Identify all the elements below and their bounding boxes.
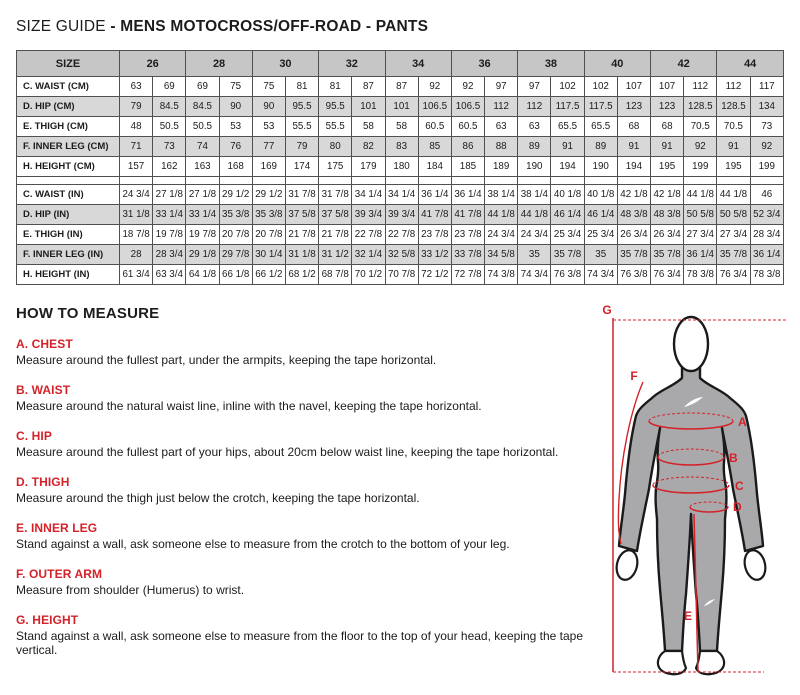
left-foot [658, 651, 686, 674]
row-label: C. WAIST (IN) [17, 185, 120, 205]
figure-label-d: D [733, 500, 742, 514]
measurement-cell: 199 [750, 157, 783, 177]
measurement-cell: 34 1/4 [352, 185, 385, 205]
row-label: E. THIGH (CM) [17, 117, 120, 137]
measurement-cell: 90 [219, 97, 252, 117]
measurement-cell: 20 7/8 [252, 225, 285, 245]
measurement-cell: 72 7/8 [451, 265, 484, 285]
measurement-cell: 81 [319, 77, 352, 97]
measurement-cell: 63 [518, 117, 551, 137]
measurement-cell: 195 [717, 157, 750, 177]
measure-item-description: Measure from shoulder (Humerus) to wrist. [16, 583, 245, 597]
table-row [17, 77, 784, 97]
measure-item-description: Stand against a wall, ask someone else to measure from the floor to the top of your head, keeping the tape vertical. [16, 629, 584, 657]
right-hand [742, 548, 769, 582]
measurement-cell: 75 [252, 77, 285, 97]
body-measurement-figure [594, 304, 796, 692]
measurement-cell: 44 1/8 [518, 205, 551, 225]
measurement-cell: 18 7/8 [120, 225, 153, 245]
measurement-cell: 88 [485, 137, 518, 157]
measurement-cell: 128.5 [684, 97, 717, 117]
measurement-cell: 19 7/8 [186, 225, 219, 245]
measurement-cell: 184 [418, 157, 451, 177]
left-hand [614, 548, 641, 582]
measurement-cell: 26 3/4 [617, 225, 650, 245]
row-label: C. WAIST (CM) [17, 77, 120, 97]
measurement-cell: 37 5/8 [285, 205, 318, 225]
size-guide-page [0, 18, 800, 695]
measurement-cell: 91 [617, 137, 650, 157]
measurement-cell: 34 5/8 [485, 245, 518, 265]
measurement-cell: 199 [684, 157, 717, 177]
measurement-cell: 32 1/4 [352, 245, 385, 265]
measurement-cell: 106.5 [418, 97, 451, 117]
size-header: 30 [252, 51, 318, 77]
measure-item-title: A. CHEST [16, 337, 73, 351]
measurement-cell: 50.5 [186, 117, 219, 137]
measurement-cell: 92 [418, 77, 451, 97]
measurement-cell: 79 [285, 137, 318, 157]
measure-item-description: Measure around the fullest part of your hips, about 20cm below waist line, keeping the tape horizontal. [16, 445, 559, 459]
measurement-cell: 31 1/8 [120, 205, 153, 225]
row-label: D. HIP (CM) [17, 97, 120, 117]
size-table [16, 50, 784, 285]
measurement-cell: 85 [418, 137, 451, 157]
figure-label-f: F [630, 369, 638, 383]
measurement-cell: 70 1/2 [352, 265, 385, 285]
measure-item-height [16, 613, 586, 657]
figure-label-c: C [735, 479, 744, 493]
measurement-cell: 70.5 [684, 117, 717, 137]
measurement-cell: 92 [684, 137, 717, 157]
measurement-cell: 163 [186, 157, 219, 177]
measurement-cell: 35 7/8 [717, 245, 750, 265]
measurement-cell: 89 [584, 137, 617, 157]
measurement-cell: 44 1/8 [717, 185, 750, 205]
measurement-cell: 68 7/8 [319, 265, 352, 285]
measurement-cell: 22 7/8 [385, 225, 418, 245]
how-to-measure-heading: HOW TO MEASURE [16, 305, 160, 322]
figure-label-g: G [602, 304, 612, 317]
measure-item-description: Measure around the natural waist line, inline with the navel, keeping the tape horizontal. [16, 399, 482, 413]
measurement-cell: 33 1/4 [153, 205, 186, 225]
measurement-cell: 157 [120, 157, 153, 177]
measurement-cell: 70 7/8 [385, 265, 418, 285]
measure-item-chest [16, 337, 586, 367]
measurement-cell: 24 3/4 [518, 225, 551, 245]
measurement-cell: 31 1/8 [285, 245, 318, 265]
measurement-cell: 102 [584, 77, 617, 97]
measurement-cell: 40 1/8 [551, 185, 584, 205]
measurement-cell: 44 1/8 [684, 185, 717, 205]
measurement-cell: 68 1/2 [285, 265, 318, 285]
row-label: E. THIGH (IN) [17, 225, 120, 245]
measurement-cell: 107 [651, 77, 684, 97]
measurement-cell: 97 [518, 77, 551, 97]
measurement-cell: 27 3/4 [684, 225, 717, 245]
measurement-cell: 24 3/4 [485, 225, 518, 245]
measurement-cell: 91 [551, 137, 584, 157]
measurement-cell: 90 [252, 97, 285, 117]
measurement-cell: 34 1/4 [385, 185, 418, 205]
measurement-cell: 195 [651, 157, 684, 177]
table-row [17, 265, 784, 285]
measurement-cell: 71 [120, 137, 153, 157]
measurement-cell: 21 7/8 [285, 225, 318, 245]
measurement-cell: 30 1/4 [252, 245, 285, 265]
measurement-cell: 84.5 [186, 97, 219, 117]
measurement-cell: 63 3/4 [153, 265, 186, 285]
measurement-cell: 29 7/8 [219, 245, 252, 265]
measurement-cell: 190 [584, 157, 617, 177]
measurement-cell: 35 3/8 [252, 205, 285, 225]
measurement-cell: 35 [518, 245, 551, 265]
size-header: 36 [451, 51, 517, 77]
size-table-header-row [17, 51, 784, 77]
measurement-cell: 95.5 [285, 97, 318, 117]
measurement-cell: 97 [485, 77, 518, 97]
measure-item-title: F. OUTER ARM [16, 567, 103, 581]
measurement-cell: 102 [551, 77, 584, 97]
size-header: 38 [518, 51, 584, 77]
measurement-cell: 66 1/2 [252, 265, 285, 285]
measurement-cell: 33 1/4 [186, 205, 219, 225]
measurement-cell: 190 [518, 157, 551, 177]
measurement-cell: 31 7/8 [319, 185, 352, 205]
measurement-cell: 40 1/8 [584, 185, 617, 205]
measurement-cell: 87 [385, 77, 418, 97]
measurement-cell: 112 [518, 97, 551, 117]
measurement-cell: 19 7/8 [153, 225, 186, 245]
size-column-header: SIZE [17, 51, 120, 77]
measurement-cell: 117.5 [551, 97, 584, 117]
measurement-cell: 25 3/4 [584, 225, 617, 245]
measurement-cell: 61 3/4 [120, 265, 153, 285]
measurement-cell: 53 [252, 117, 285, 137]
measurement-cell: 189 [485, 157, 518, 177]
measurement-cell: 101 [385, 97, 418, 117]
measurement-cell: 89 [518, 137, 551, 157]
measurement-cell: 58 [352, 117, 385, 137]
measurement-cell: 58 [385, 117, 418, 137]
measurement-cell: 28 3/4 [750, 225, 783, 245]
measurement-cell: 35 [584, 245, 617, 265]
head [674, 317, 708, 371]
measure-item-waist [16, 383, 586, 413]
measure-item-hip [16, 429, 586, 459]
measurement-cell: 185 [451, 157, 484, 177]
measurement-cell: 48 [120, 117, 153, 137]
measurement-cell: 32 5/8 [385, 245, 418, 265]
measurement-cell: 46 1/4 [551, 205, 584, 225]
measurement-cell: 194 [617, 157, 650, 177]
measurement-cell: 91 [651, 137, 684, 157]
measurement-cell: 23 7/8 [418, 225, 451, 245]
page-title [16, 18, 784, 35]
measurement-cell: 117.5 [584, 97, 617, 117]
measurement-cell: 91 [717, 137, 750, 157]
measurement-cell: 41 7/8 [451, 205, 484, 225]
measure-item-title: C. HIP [16, 429, 52, 443]
measurement-cell: 23 7/8 [451, 225, 484, 245]
measurement-cell: 48 3/8 [651, 205, 684, 225]
measurement-cell: 106.5 [451, 97, 484, 117]
measure-item-outer-arm [16, 567, 586, 597]
measurement-cell: 37 5/8 [319, 205, 352, 225]
measurement-cell: 134 [750, 97, 783, 117]
measure-item-inner-leg [16, 521, 586, 551]
measurement-cell: 128.5 [717, 97, 750, 117]
table-row [17, 225, 784, 245]
measurement-cell: 174 [285, 157, 318, 177]
measurement-cell: 76 [219, 137, 252, 157]
measurement-cell: 112 [717, 77, 750, 97]
measurement-cell: 92 [750, 137, 783, 157]
measurement-cell: 74 3/8 [485, 265, 518, 285]
measurement-cell: 29 1/2 [252, 185, 285, 205]
measurement-cell: 68 [617, 117, 650, 137]
how-to-measure-section [16, 305, 586, 657]
measurement-cell: 81 [285, 77, 318, 97]
measurement-cell: 27 1/8 [186, 185, 219, 205]
measurement-cell: 76 3/8 [617, 265, 650, 285]
measurement-cell: 95.5 [319, 97, 352, 117]
measurement-cell: 52 3/4 [750, 205, 783, 225]
table-row [17, 245, 784, 265]
measurement-cell: 86 [451, 137, 484, 157]
measurement-cell: 63 [485, 117, 518, 137]
measurement-cell: 76 3/8 [551, 265, 584, 285]
row-label: H. HEIGHT (IN) [17, 265, 120, 285]
measurement-cell: 107 [617, 77, 650, 97]
measurement-cell: 27 1/8 [153, 185, 186, 205]
measurement-cell: 46 1/4 [584, 205, 617, 225]
measurement-cell: 28 [120, 245, 153, 265]
measurement-cell: 77 [252, 137, 285, 157]
measurement-cell: 60.5 [418, 117, 451, 137]
measurement-cell: 180 [385, 157, 418, 177]
measurement-cell: 29 1/2 [219, 185, 252, 205]
measure-item-title: B. WAIST [16, 383, 71, 397]
measurement-cell: 39 3/4 [352, 205, 385, 225]
table-row [17, 205, 784, 225]
measurement-cell: 83 [385, 137, 418, 157]
size-table-body [17, 77, 784, 285]
measurement-cell: 74 [186, 137, 219, 157]
measurement-cell: 48 3/8 [617, 205, 650, 225]
measurement-cell: 92 [451, 77, 484, 97]
measurement-cell: 168 [219, 157, 252, 177]
measure-item-description: Measure around the thigh just below the crotch, keeping the tape horizontal. [16, 491, 420, 505]
size-header: 40 [584, 51, 650, 77]
measurement-cell: 69 [186, 77, 219, 97]
measurement-cell: 55.5 [285, 117, 318, 137]
measurement-cell: 79 [120, 97, 153, 117]
measurement-cell: 169 [252, 157, 285, 177]
measurement-cell: 76 3/4 [717, 265, 750, 285]
measurement-cell: 22 7/8 [352, 225, 385, 245]
measurement-cell: 27 3/4 [717, 225, 750, 245]
measurement-cell: 36 1/4 [451, 185, 484, 205]
measurement-cell: 36 1/4 [750, 245, 783, 265]
table-row [17, 137, 784, 157]
measure-item-title: G. HEIGHT [16, 613, 79, 627]
measurement-cell: 39 3/4 [385, 205, 418, 225]
measurement-cell: 80 [319, 137, 352, 157]
measurement-cell: 35 7/8 [617, 245, 650, 265]
measurement-cell: 112 [684, 77, 717, 97]
size-header: 34 [385, 51, 451, 77]
measurement-cell: 29 1/8 [186, 245, 219, 265]
measurement-cell: 73 [153, 137, 186, 157]
measure-item-title: E. INNER LEG [16, 521, 98, 535]
measurement-cell: 74 3/4 [518, 265, 551, 285]
measurement-cell: 25 3/4 [551, 225, 584, 245]
measurement-cell: 70.5 [717, 117, 750, 137]
table-row [17, 97, 784, 117]
measurement-cell: 31 1/2 [319, 245, 352, 265]
measurement-cell: 73 [750, 117, 783, 137]
measurement-cell: 72 1/2 [418, 265, 451, 285]
measurement-cell: 101 [352, 97, 385, 117]
measurement-cell: 123 [651, 97, 684, 117]
measurement-cell: 31 7/8 [285, 185, 318, 205]
measurement-cell: 175 [319, 157, 352, 177]
measure-item-description: Stand against a wall, ask someone else to measure from the crotch to the bottom of your leg. [16, 537, 510, 551]
table-row [17, 117, 784, 137]
measurement-cell: 26 3/4 [651, 225, 684, 245]
measurement-cell: 123 [617, 97, 650, 117]
right-foot [696, 651, 724, 674]
measurement-cell: 20 7/8 [219, 225, 252, 245]
size-header: 32 [319, 51, 385, 77]
measurement-cell: 50 5/8 [717, 205, 750, 225]
measurement-cell: 50 5/8 [684, 205, 717, 225]
section-spacer-row [17, 177, 784, 185]
measurement-cell: 35 3/8 [219, 205, 252, 225]
measurement-cell: 76 3/4 [651, 265, 684, 285]
page-title-bold: - MENS MOTOCROSS/OFF-ROAD - PANTS [110, 18, 429, 35]
measurement-cell: 46 [750, 185, 783, 205]
measurement-cell: 50.5 [153, 117, 186, 137]
measurement-cell: 78 3/8 [750, 265, 783, 285]
measurement-cell: 63 [120, 77, 153, 97]
table-row [17, 185, 784, 205]
measurement-cell: 162 [153, 157, 186, 177]
measure-item-title: D. THIGH [16, 475, 70, 489]
figure-label-b: B [729, 451, 738, 465]
measurement-cell: 82 [352, 137, 385, 157]
measurement-cell: 194 [551, 157, 584, 177]
measurement-cell: 75 [219, 77, 252, 97]
measurement-cell: 38 1/4 [485, 185, 518, 205]
measurement-cell: 21 7/8 [319, 225, 352, 245]
measurement-cell: 33 1/2 [418, 245, 451, 265]
measurement-cell: 112 [485, 97, 518, 117]
measure-item-thigh [16, 475, 586, 505]
size-header: 28 [186, 51, 252, 77]
figure-label-e: E [684, 609, 693, 623]
measurement-cell: 65.5 [584, 117, 617, 137]
measurement-cell: 55.5 [319, 117, 352, 137]
figure-label-a: A [738, 415, 747, 429]
measurement-cell: 36 1/4 [684, 245, 717, 265]
measurement-cell: 42 1/8 [617, 185, 650, 205]
size-header: 42 [651, 51, 717, 77]
measurement-cell: 64 1/8 [186, 265, 219, 285]
row-label: H. HEIGHT (CM) [17, 157, 120, 177]
body-figure-svg [594, 304, 796, 692]
measurement-cell: 84.5 [153, 97, 186, 117]
measurement-cell: 74 3/4 [584, 265, 617, 285]
measurement-cell: 24 3/4 [120, 185, 153, 205]
row-label: D. HIP (IN) [17, 205, 120, 225]
measurement-cell: 35 7/8 [551, 245, 584, 265]
row-label: F. INNER LEG (IN) [17, 245, 120, 265]
measurement-cell: 36 1/4 [418, 185, 451, 205]
measurement-cell: 28 3/4 [153, 245, 186, 265]
measure-item-description: Measure around the fullest part, under the armpits, keeping the tape horizontal. [16, 353, 437, 367]
size-header: 44 [717, 51, 784, 77]
measurement-cell: 87 [352, 77, 385, 97]
measurement-cell: 179 [352, 157, 385, 177]
table-row [17, 157, 784, 177]
measurement-cell: 53 [219, 117, 252, 137]
measurement-cell: 42 1/8 [651, 185, 684, 205]
measurement-cell: 33 7/8 [451, 245, 484, 265]
measurement-cell: 68 [651, 117, 684, 137]
page-title-regular: SIZE GUIDE [16, 18, 106, 35]
row-label: F. INNER LEG (CM) [17, 137, 120, 157]
measurement-cell: 69 [153, 77, 186, 97]
size-header: 26 [120, 51, 186, 77]
measurement-cell: 66 1/8 [219, 265, 252, 285]
measurement-cell: 78 3/8 [684, 265, 717, 285]
measurement-cell: 44 1/8 [485, 205, 518, 225]
measurement-cell: 65.5 [551, 117, 584, 137]
measurement-cell: 60.5 [451, 117, 484, 137]
measurement-cell: 117 [750, 77, 783, 97]
measurement-cell: 35 7/8 [651, 245, 684, 265]
measurement-cell: 38 1/4 [518, 185, 551, 205]
measurement-cell: 41 7/8 [418, 205, 451, 225]
